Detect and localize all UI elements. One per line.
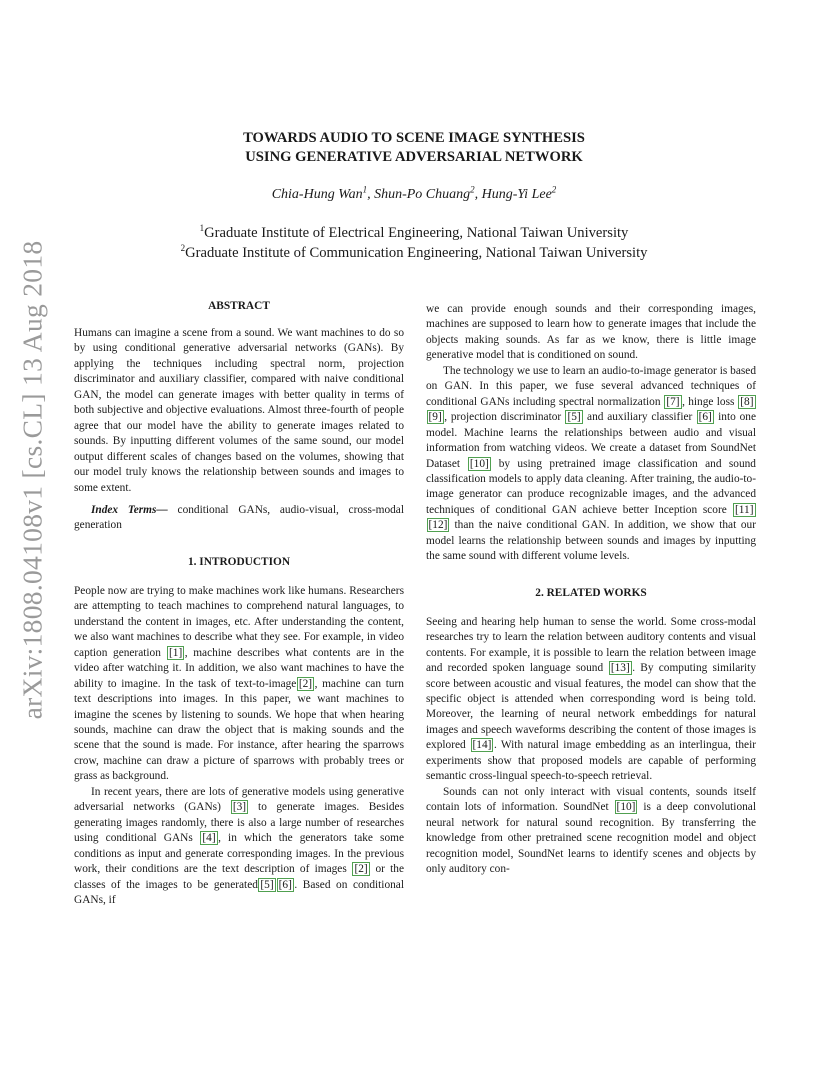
affiliations	[100, 224, 728, 263]
author-list	[100, 186, 728, 204]
related-works-paragraph: Seeing and hearing help human to sense the world. Some cross-modal researches try to learn the relation between auditory contents and visual contents. For example, it is possible to learn the relation between image and recorded spoken language sound [13] . By computing similarity score between acoustic and visual features, the model can show that the specific object is attended when corresponding word is being told. Moreover, the learning of neural network embeddings for natural images and speech waveforms describing the content of those images is explored [14] . With natural image embedding as an interlingua, their experiments show that proposed models are capable of performing semantic cross-lingual speech-to-speech retrieval.	[426, 615, 756, 783]
right-column	[426, 302, 756, 877]
author-mark: 2	[470, 184, 475, 195]
citation-link[interactable]: [2]	[298, 677, 313, 690]
author-name: Hung-Yi Lee	[481, 187, 552, 202]
affiliation-text: Graduate Institute of Electrical Engineering, National Taiwan University	[204, 225, 629, 241]
citation-link[interactable]: [6]	[698, 411, 712, 424]
paper-title	[100, 129, 728, 167]
intro-heading: 1. INTRODUCTION	[187, 555, 291, 568]
citation-link[interactable]: [6]	[278, 878, 292, 891]
affiliation-2	[100, 244, 728, 264]
title-line-1: TOWARDS AUDIO TO SCENE IMAGE SYNTHESIS	[243, 130, 585, 146]
citation-link[interactable]: [12]	[428, 519, 448, 532]
index-terms	[74, 503, 404, 534]
intro-body-left	[74, 584, 404, 909]
left-column	[74, 299, 404, 908]
citation-link[interactable]: [5]	[567, 411, 581, 424]
intro-paragraph: In recent years, there are lots of generative models using generative adversarial networks (GANs) [3] to generate images. Besides generating images randomly, there is also a large number of researches using conditional GANs [4] , in which the generators take some conditions as input and generate corresponding images. In the previous work, their conditions are the text description of images [2] or the classes of the images to be generated [5] [6] . Based on conditional GANs, if	[74, 785, 404, 906]
intro-paragraph: People now are trying to make machines work like humans. Researchers are attempting to teach machines to comprehend natural languages, to understand the content in images, etc. After understanding the content, we also want machines to describe what they see. For example, in video caption generation [1] , machine describes what contents are in the video after watching it. In addition, we also want machines to have the ability to imagine. In the task of text-to-image [2] , machine can turn text descriptions into images. In this paper, we want machines to imagine the scenes by listening to sounds. We hope that when hearing sounds, machine can draw the object that is making sounds and the scene that the sound is made. For instance, after hearing the sparrows crow, machine can draw a picture of sparrows with probably trees or grass as background.	[74, 584, 405, 783]
citation-link[interactable]: [8]	[740, 395, 754, 408]
citation-link[interactable]: [3]	[232, 801, 247, 814]
citation-link[interactable]: [4]	[202, 832, 216, 845]
title-line-2: USING GENERATIVE ADVERSARIAL NETWORK	[245, 149, 583, 165]
related-works-body	[426, 615, 756, 878]
author-name: Shun-Po Chuang	[374, 187, 471, 202]
affiliation-1	[100, 224, 728, 244]
index-terms-text: conditional GANs, audio-visual, cross-modal generation	[74, 503, 404, 532]
abstract-heading: ABSTRACT	[208, 300, 270, 312]
author-separator: ,	[367, 187, 375, 202]
citation-link[interactable]: [5]	[260, 878, 274, 891]
intro-body-right	[426, 302, 756, 565]
affiliation-mark: 1	[199, 223, 205, 234]
author-separator: ,	[474, 187, 482, 202]
arxiv-identifier-text: arXiv:1808.04108v1 [cs.CL] 13 Aug 2018	[16, 240, 48, 719]
affiliation-mark: 2	[180, 242, 186, 253]
related-works-paragraph: Sounds can not only interact with visual contents, sounds itself contain lots of information. SoundNet [10] is a deep convolutional neural network for natural sound recognition. By transferring the knowledge from other pretrained scene recognition model and object recognition model, SoundNet learns to identify scenes and objects by only auditory con-	[426, 785, 756, 875]
citation-link[interactable]: [11]	[735, 503, 754, 516]
author-mark: 1	[362, 184, 368, 195]
citation-link[interactable]: [7]	[666, 395, 680, 408]
citation-link[interactable]: [14]	[472, 739, 492, 752]
arxiv-identifier	[14, 240, 50, 719]
intro-paragraph-continued: we can provide enough sounds and their corresponding images, machines are supposed to learn how to generate images that include the objects making sounds. As far as we know, there is little image generative model that is conditioned on sound.	[426, 303, 756, 362]
author-mark: 2	[551, 184, 557, 195]
abstract-text: Humans can imagine a scene from a sound. We want machines to do so by using conditional generative adversarial networks (GANs). By applying the techniques including spectral norm, projection discriminator and auxiliary classifier, compared with naive conditional GAN, the model can generate images with better quality in terms of both subjective and objective evaluations. Almost three-fourth of people agree that our model have the ability to generate images related to sounds. By inputting different volumes of the same sound, our model output different scales of changes based on the volumes, showing that our model truly knows the relationship between sounds and images to some extent.	[74, 327, 404, 494]
citation-link[interactable]: [10]	[616, 801, 636, 814]
citation-link[interactable]: [10]	[469, 457, 489, 470]
intro-paragraph: The technology we use to learn an audio-to-image generator is based on GAN. In this paper, we fuse several advanced techniques of conditional GANs including spectral normalization [7] , hinge loss [8][9] , projection discriminator [5] and auxiliary classifier [6] into one model. Machine learns the relationships between audio and visual information from watching videos. We create a dataset from SoundNet Dataset [10] by using pretrained image classification and sound classification models to apply data cleaning. After training, the audio-to-image generator can produce recognizable images, and the advanced techniques of conditional GAN achieve better Inception score [11][12] than the naive conditional GAN. In addition, we show that our model learns the relationship between sounds and images by inputting the same sound with different volume levels.	[426, 364, 756, 563]
citation-link[interactable]: [13]	[610, 662, 630, 675]
citation-link[interactable]: [1]	[169, 646, 183, 659]
related-works-heading: 2. RELATED WORKS	[535, 586, 647, 599]
index-terms-label: Index Terms—	[91, 503, 168, 516]
citation-link[interactable]: [9]	[428, 411, 442, 424]
citation-link[interactable]: [2]	[354, 863, 368, 876]
affiliation-text: Graduate Institute of Communication Engineering, National Taiwan University	[185, 244, 648, 261]
author-name: Chia-Hung Wan	[271, 187, 363, 202]
